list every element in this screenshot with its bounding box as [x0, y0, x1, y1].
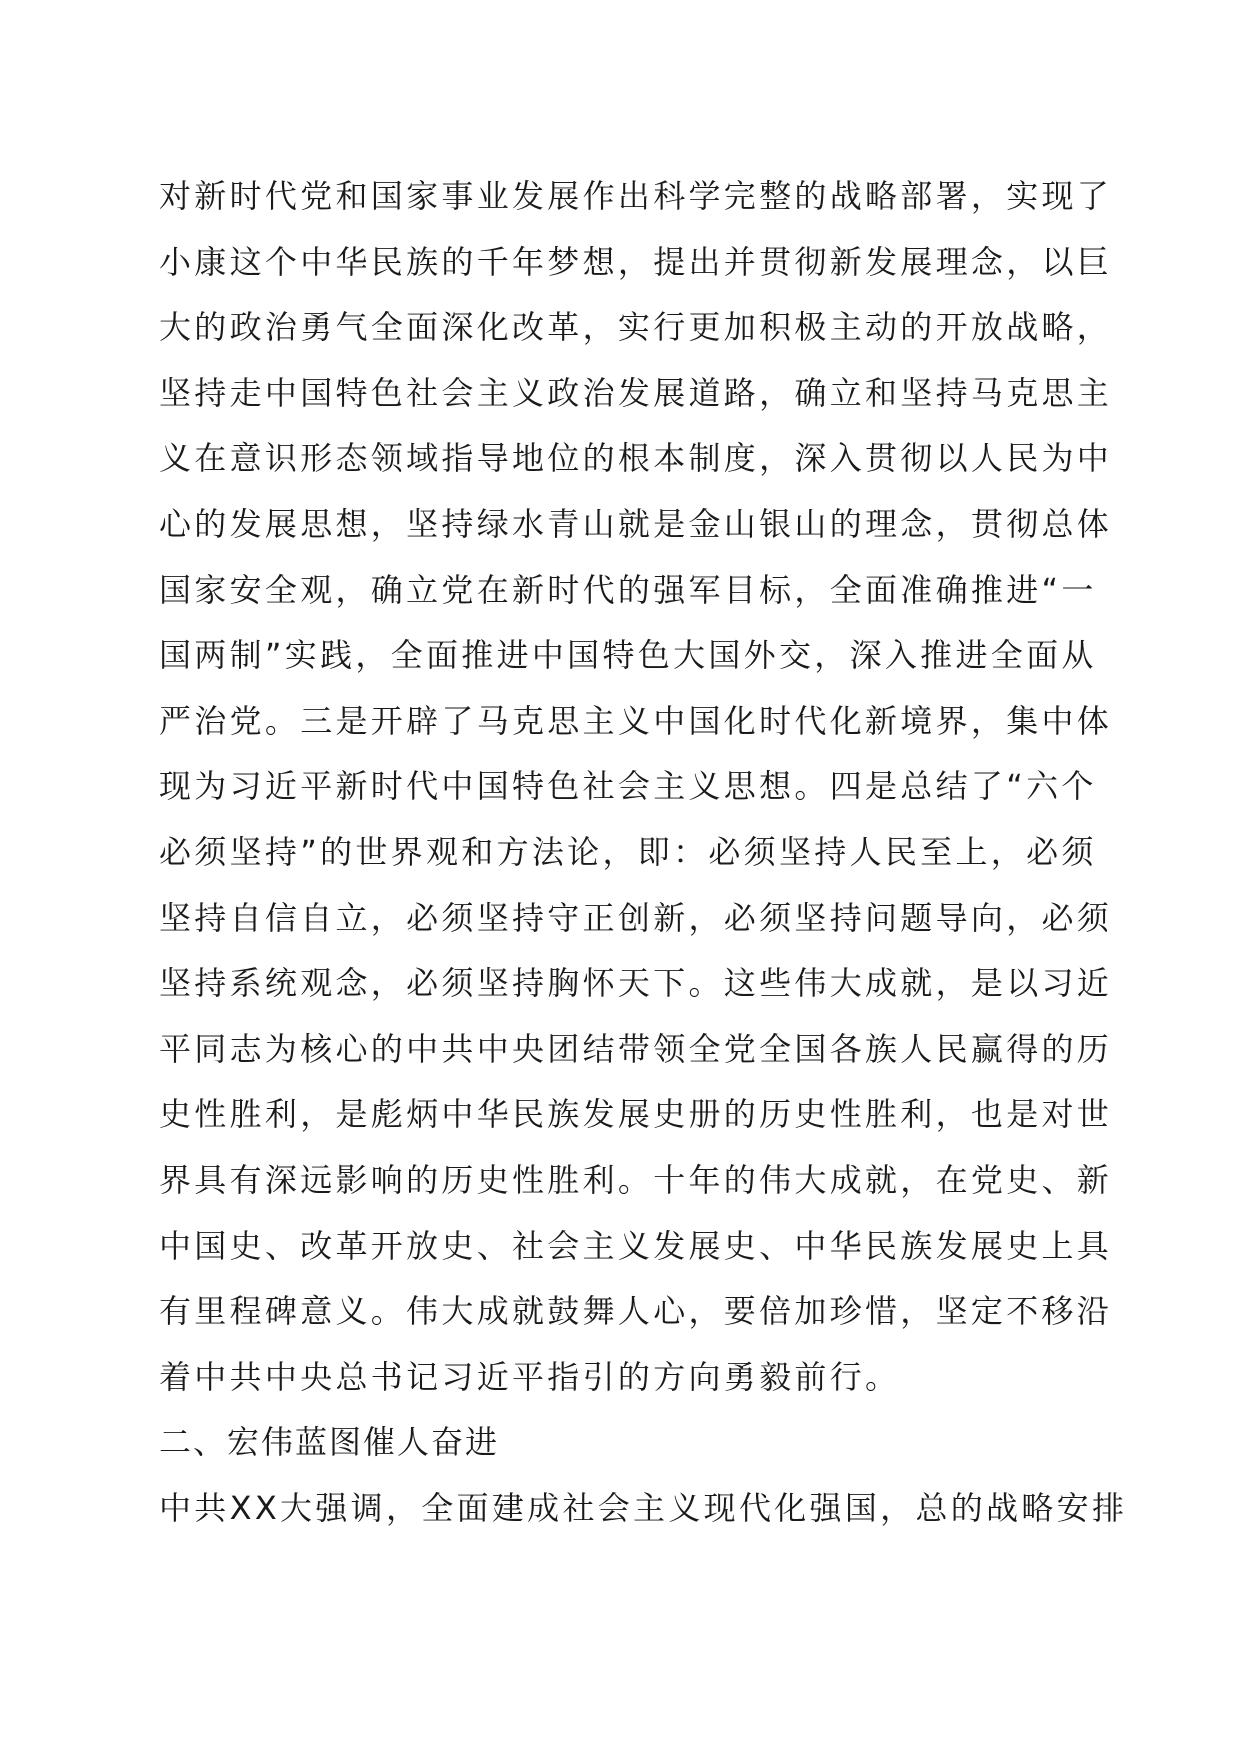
paragraph-line: 国两制”实践，全面推进中国特色大国外交，深入推进全面从: [159, 636, 1097, 675]
paragraph-line: 现为习近平新时代中国特色社会主义思想。四是总结了“六个: [159, 767, 1097, 806]
document-body: [159, 164, 1128, 1541]
paragraph-line: 小康这个中华民族的千年梦想，提出并贯彻新发展理念，以巨: [159, 242, 1113, 281]
section-first-line: 中共XX大强调，全面建成社会主义现代化强国，总的战略安排: [159, 1488, 1128, 1527]
section-heading: 二、宏伟蓝图催人奋进: [159, 1423, 500, 1462]
paragraph-line: 义在意识形态领域指导地位的根本制度，深入贯彻以人民为中: [159, 439, 1113, 478]
paragraph-line: 坚持系统观念，必须坚持胸怀天下。这些伟大成就，是以习近: [159, 964, 1113, 1003]
paragraph-line: 大的政治勇气全面深化改革，实行更加积极主动的开放战略，: [159, 308, 1113, 347]
paragraph-line: 界具有深远影响的历史性胜利。十年的伟大成就，在党史、新: [159, 1160, 1113, 1199]
paragraph-line: 有里程碑意义。伟大成就鼓舞人心，要倍加珍惜，坚定不移沿: [159, 1292, 1113, 1331]
paragraph-line: 心的发展思想，坚持绿水青山就是金山银山的理念，贯彻总体: [159, 504, 1113, 543]
paragraph-line: 必须坚持”的世界观和方法论，即：必须坚持人民至上，必须: [159, 832, 1097, 871]
paragraph-line: 坚持走中国特色社会主义政治发展道路，确立和坚持马克思主: [159, 373, 1113, 412]
paragraph-line: 对新时代党和国家事业发展作出科学完整的战略部署，实现了: [159, 177, 1113, 215]
paragraph-line: 史性胜利，是彪炳中华民族发展史册的历史性胜利，也是对世: [159, 1095, 1113, 1134]
paragraph-line: 中国史、改革开放史、社会主义发展史、中华民族发展史上具: [159, 1226, 1113, 1265]
paragraph-line: 平同志为核心的中共中央团结带领全党全国各族人民赢得的历: [159, 1029, 1113, 1068]
paragraph-line: 着中共中央总书记习近平指引的方向勇毅前行。: [159, 1357, 901, 1396]
paragraph-line: 坚持自信自立，必须坚持守正创新，必须坚持问题导向，必须: [159, 898, 1113, 937]
paragraph-line: 国家安全观，确立党在新时代的强军目标，全面准确推进“一: [159, 570, 1097, 609]
paragraph-line: 严治党。三是开辟了马克思主义中国化时代化新境界，集中体: [159, 701, 1113, 740]
